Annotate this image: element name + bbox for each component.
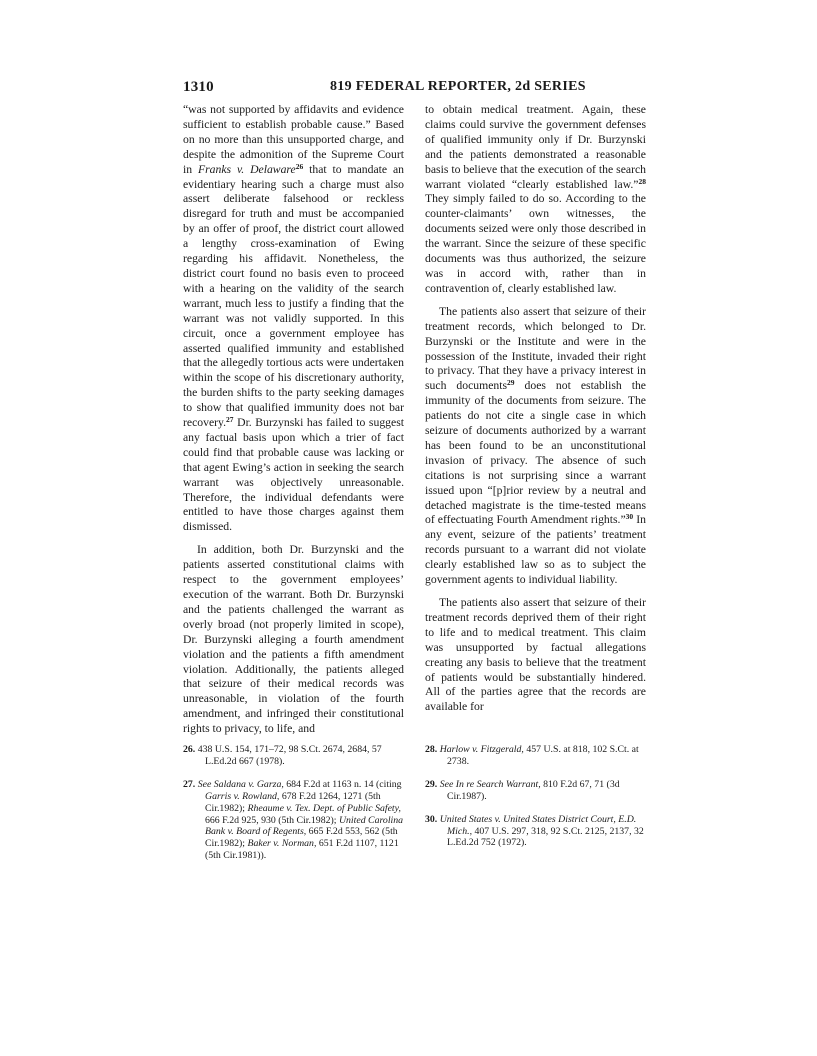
footnotes-right: [425, 744, 646, 860]
case-citation: Rheaume v. Tex. Dept. of Public Safety,: [247, 802, 401, 814]
footnote-29: 29. See In re Search Warrant, 810 F.2d 67, 71 (3d Cir.1987).: [425, 778, 620, 802]
case-citation: United States v. United States District Court, E.D. Mich.,: [439, 813, 637, 837]
case-citation: Baker v. Norman,: [247, 838, 317, 850]
case-citation: Harlow v. Fitzgerald,: [439, 744, 524, 755]
case-citation: United Carolina Bank v. Board of Regents,: [205, 814, 404, 838]
opinion-right-column: [425, 103, 646, 723]
footnote-26: 26. 438 U.S. 154, 171–72, 98 S.Ct. 2674, 2684, 57 L.Ed.2d 667 (1978).: [183, 744, 382, 767]
left-paragraph-1: “was not supported by affidavits and evidence sufficient to establish probable cause.” Based on no more than this unsupported charge, and despite the admonition of the Supreme Court in Franks v. Delaware$^{26}$ that to mandate an evidentiary hearing such a charge must also assert deliberate falsehood or reckless disregard for truth and must be accompanied by an offer of proof, the district court allowed a lengthy cross-examination of Ewing regarding his affidavit. Nonetheless, the district court found no basis even to proceed with a hearing on the validity of the search warrant, much less to justify a finding that the warrant was not validly supported. In this circuit, once a government employee has asserted qualified immunity and established that the allegedly tortious acts were undertaken within the scope of his discretionary authority, the burden shifts to the party seeking damages to show that qualified immunity does not bar recovery.$^{27}$ Dr. Burzynski has failed to suggest any factual basis upon which a trier of fact could find that probable cause was lacking or that agent Ewing’s action in seeking the search warrant was objectively unreasonable. Therefore, the individual defendants were entitled to have those charges against them dismissed.: [183, 103, 404, 534]
opinion-left-column: [183, 103, 404, 745]
footnote-ref[interactable]: 26: [295, 161, 304, 171]
footnote-ref[interactable]: 30: [625, 512, 634, 522]
case-citation: Franks v. Delaware: [197, 162, 296, 176]
right-paragraph-1: to obtain medical treatment. Again, these claims could survive the government defenses of qualified immunity only if Dr. Burzynski and the patients demonstrated a reasonable basis to believe that the execution of the search warrant violated “clearly established law.”$^{28}$ They simply failed to do so. According to the counter-claimants’ own witnesses, the documents seized were only those described in the warrant. Since the seizure of these specific documents was thus authorized, the seizure was in accord with, rather than in contravention of, clearly established law.: [425, 103, 646, 295]
case-citation: Garris v. Rowland,: [205, 790, 280, 802]
footnote-30: 30. United States v. United States District Court, E.D. Mich., 407 U.S. 297, 318, 92 S.Ct. 2125, 2137, 32 L.Ed.2d 752 (1972).: [425, 813, 644, 849]
footnote-28: 28. Harlow v. Fitzgerald, 457 U.S. at 818, 102 S.Ct. at 2738.: [425, 744, 639, 767]
case-citation: See In re Search Warrant,: [439, 778, 541, 790]
footnote-ref[interactable]: 28: [638, 176, 646, 186]
right-paragraph-2: The patients also assert that seizure of their treatment records, which belonged to Dr. Burzynski or the Institute and were in the possession of the Institute, invaded their right to privacy. That they have a privacy interest in such documents$^{29}$ does not establish the immunity of the documents from seizure. The patients do not cite a single case in which seizure of documents authorized by a warrant has been found to be an unconstitutional invasion of privacy. The absence of such citations is not surprising since a warrant issued upon “[p]rior review by a neutral and detached magistrate is the time-tested means of effectuating Fourth Amendment rights.”$^{30}$ In any event, seizure of the patients’ treatment records pursuant to a warrant did not violate clearly established law so as to subject the government agents to individual liability.: [425, 304, 646, 587]
case-citation: Saldana v. Garza,: [213, 778, 284, 790]
footnotes-left: [183, 744, 404, 873]
page-number: 1310: [183, 79, 214, 95]
running-head: 819 FEDERAL REPORTER, 2d SERIES: [330, 79, 586, 94]
footnote-27: 27. See Saldana v. Garza, 684 F.2d at 1163 n. 14 (citing Garris v. Rowland, 678 F.2d 1264, 1271 (5th Cir.1982); Rheaume v. Tex. Dept. of Public Safety, 666 F.2d 925, 930 (5th Cir.1982); United Carolina Bank v. Board of Regents, 665 F.2d 553, 562 (5th Cir.1982); Baker v. Norman, 651 F.2d 1107, 1121 (5th Cir.1981)).: [183, 778, 404, 862]
left-paragraph-2: In addition, both Dr. Burzynski and the patients asserted constitutional claims with respect to the government employees’ execution of the warrant. Both Dr. Burzynski and the patients challenged the warrant as overly broad (not properly limited in scope), Dr. Burzynski alleging a fourth amendment violation and the patients a fifth amendment violation. Additionally, the patients alleged that seizure of their medical records was unreasonable, in violation of the fourth amendment, and infringed their constitutional rights to privacy, to life, and: [183, 543, 404, 736]
right-paragraph-3: The patients also assert that seizure of their treatment records deprived them of their right to life and to medical treatment. This claim was unsupported by factual allegations creating any basis to believe that the treatment of patients would be substantially hindered. All of the parties agree that the records are available for: [425, 596, 646, 714]
footnote-ref[interactable]: 29: [507, 378, 515, 388]
footnote-ref[interactable]: 27: [226, 415, 234, 425]
